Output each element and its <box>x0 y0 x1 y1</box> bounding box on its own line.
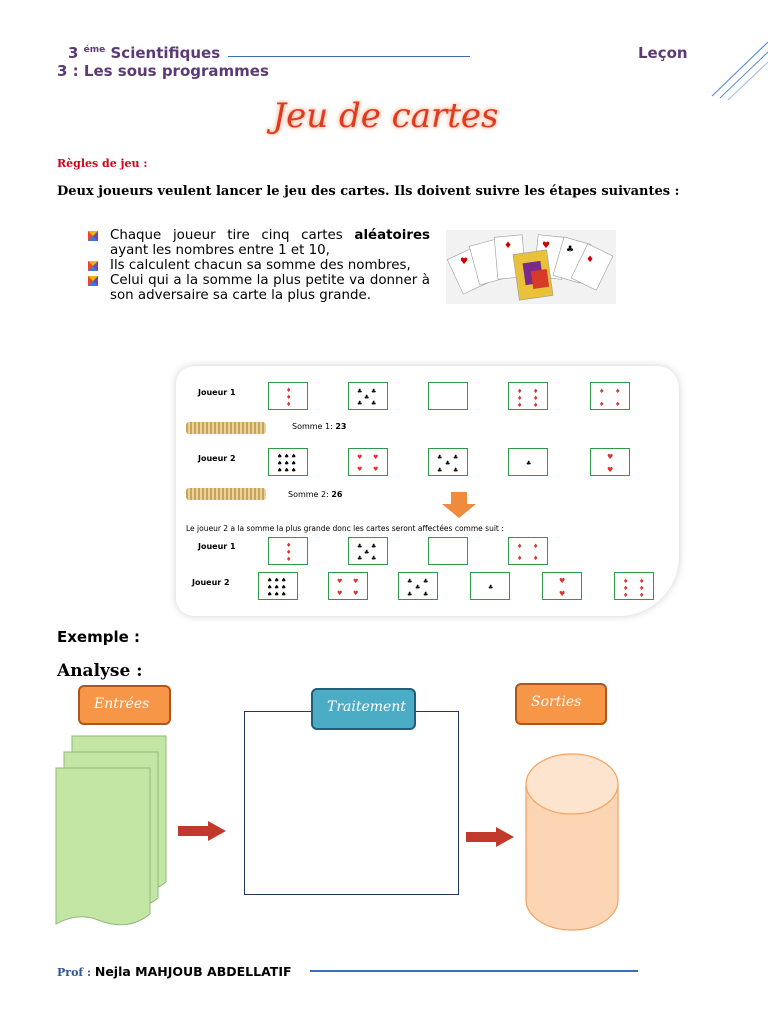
svg-text:♦: ♦ <box>517 402 523 409</box>
card <box>268 382 308 410</box>
joueur1-after-label: Joueur 1 <box>198 542 236 551</box>
svg-text:♠: ♠ <box>267 591 273 598</box>
svg-text:♦: ♦ <box>615 401 621 408</box>
card <box>348 537 388 565</box>
lesson-title: 3 : Les sous programmes <box>57 62 269 80</box>
somme2: Somme 2: 26 <box>288 490 343 499</box>
svg-text:♦: ♦ <box>599 388 605 395</box>
playing-cards-image <box>446 230 616 304</box>
svg-text:♦: ♦ <box>639 592 645 599</box>
conclusion-text: Le joueur 2 a la somme la plus grande donc les cartes seront affectées comme suit : <box>186 524 504 533</box>
svg-text:♣: ♣ <box>453 467 459 474</box>
rule-item: Ils calculent chacun sa somme des nombres, <box>84 258 430 273</box>
example-panel <box>176 366 679 616</box>
card <box>268 537 308 565</box>
rule-item: Celui qui a la somme la plus petite va donner à son adversaire sa carte la plus grande. <box>84 273 430 303</box>
joueur2-label: Joueur 2 <box>198 454 236 463</box>
sorties-box: Sorties <box>515 683 607 725</box>
svg-text:♥: ♥ <box>542 241 551 251</box>
traitement-box: Traitement <box>311 688 416 730</box>
joueur2-after-label: Joueur 2 <box>192 578 230 587</box>
svg-text:♠: ♠ <box>284 453 290 460</box>
card <box>508 448 548 476</box>
class-header <box>68 44 220 62</box>
svg-text:♠: ♠ <box>291 467 297 474</box>
svg-text:♦: ♦ <box>286 387 292 394</box>
svg-text:♦: ♦ <box>517 555 523 562</box>
svg-text:♠: ♠ <box>281 591 287 598</box>
footer <box>57 964 292 979</box>
footer-rule <box>310 970 638 972</box>
svg-text:♦: ♦ <box>533 543 539 550</box>
svg-text:♦: ♦ <box>639 578 645 585</box>
svg-text:♥: ♥ <box>373 454 379 461</box>
arrow-right-icon <box>464 826 516 848</box>
page-title: Jeu de cartes <box>272 96 499 136</box>
svg-text:♣: ♣ <box>407 578 413 585</box>
svg-text:♦: ♦ <box>286 401 292 408</box>
card <box>428 448 468 476</box>
svg-text:♣: ♣ <box>371 555 377 562</box>
svg-text:♣: ♣ <box>357 543 363 550</box>
svg-text:♥: ♥ <box>607 466 614 474</box>
corner-decoration <box>706 38 768 102</box>
intro-paragraph: Deux joueurs veulent lancer le jeu des cartes. Ils doivent suivre les étapes suivantes : <box>57 184 680 199</box>
svg-text:♣: ♣ <box>357 400 363 407</box>
svg-text:♣: ♣ <box>488 584 494 591</box>
svg-text:♣: ♣ <box>357 555 363 562</box>
svg-text:♥: ♥ <box>353 578 359 585</box>
svg-text:♣: ♣ <box>437 454 443 461</box>
svg-text:♦: ♦ <box>639 585 645 592</box>
somme1: Somme 1: 23 <box>292 422 347 431</box>
svg-text:♠: ♠ <box>291 460 297 467</box>
card <box>508 537 548 565</box>
card <box>590 382 630 410</box>
svg-text:♦: ♦ <box>623 585 629 592</box>
svg-text:♦: ♦ <box>517 395 523 402</box>
card <box>614 572 654 600</box>
svg-text:♥: ♥ <box>559 590 566 598</box>
card-deck-image <box>186 422 266 434</box>
svg-text:♦: ♦ <box>533 395 539 402</box>
class-number: 3 <box>68 44 79 62</box>
svg-text:♣: ♣ <box>357 388 363 395</box>
svg-text:♥: ♥ <box>357 466 363 473</box>
svg-text:♦: ♦ <box>286 394 292 401</box>
svg-text:♠: ♠ <box>277 460 283 467</box>
svg-text:♣: ♣ <box>415 584 421 591</box>
prof-name: Nejla MAHJOUB ABDELLATIF <box>94 964 292 979</box>
svg-text:♠: ♠ <box>277 467 283 474</box>
rules-list <box>84 228 430 303</box>
entrees-document-stack-icon <box>54 732 172 938</box>
svg-text:♥: ♥ <box>337 578 343 585</box>
svg-text:♣: ♣ <box>371 400 377 407</box>
card <box>428 382 468 410</box>
svg-text:♣: ♣ <box>364 394 370 401</box>
svg-text:♣: ♣ <box>445 460 451 467</box>
svg-text:♣: ♣ <box>423 591 429 598</box>
svg-text:♦: ♦ <box>615 388 621 395</box>
card <box>590 448 630 476</box>
sorties-cylinder-icon <box>524 752 620 932</box>
svg-text:♥: ♥ <box>337 590 343 597</box>
svg-text:♥: ♥ <box>460 257 469 267</box>
svg-text:♠: ♠ <box>277 453 283 460</box>
header-rule <box>228 56 470 57</box>
joueur1-label: Joueur 1 <box>198 388 236 397</box>
entrees-box: Entrées <box>78 685 171 725</box>
card <box>348 382 388 410</box>
svg-text:♦: ♦ <box>623 578 629 585</box>
svg-text:♥: ♥ <box>559 577 566 585</box>
traitement-area <box>244 711 459 895</box>
svg-text:♣: ♣ <box>423 578 429 585</box>
svg-text:♦: ♦ <box>504 241 513 251</box>
svg-text:♥: ♥ <box>373 466 379 473</box>
svg-text:♦: ♦ <box>599 401 605 408</box>
card <box>542 572 582 600</box>
svg-text:♠: ♠ <box>274 577 280 584</box>
card <box>348 448 388 476</box>
lecon-label: Leçon <box>638 44 688 62</box>
card <box>470 572 510 600</box>
svg-text:♠: ♠ <box>274 584 280 591</box>
arrow-right-icon <box>176 820 228 842</box>
svg-text:♣: ♣ <box>407 591 413 598</box>
svg-text:♠: ♠ <box>284 460 290 467</box>
svg-text:♥: ♥ <box>357 454 363 461</box>
svg-text:♦: ♦ <box>517 388 523 395</box>
svg-text:♦: ♦ <box>533 402 539 409</box>
card <box>328 572 368 600</box>
card <box>508 382 548 410</box>
svg-text:♣: ♣ <box>371 388 377 395</box>
svg-text:♥: ♥ <box>353 590 359 597</box>
svg-text:♣: ♣ <box>364 549 370 556</box>
svg-text:♣: ♣ <box>566 245 575 255</box>
card <box>268 448 308 476</box>
card <box>258 572 298 600</box>
svg-text:♠: ♠ <box>274 591 280 598</box>
svg-text:♦: ♦ <box>586 255 595 265</box>
class-superscript: éme <box>83 45 106 55</box>
svg-text:♣: ♣ <box>371 543 377 550</box>
svg-text:♣: ♣ <box>526 460 532 467</box>
svg-text:♣: ♣ <box>453 454 459 461</box>
svg-text:♦: ♦ <box>533 555 539 562</box>
svg-text:♦: ♦ <box>517 543 523 550</box>
card <box>398 572 438 600</box>
svg-text:♦: ♦ <box>623 592 629 599</box>
class-name: Scientifiques <box>110 44 221 62</box>
svg-text:♥: ♥ <box>607 453 614 461</box>
svg-text:♦: ♦ <box>286 556 292 563</box>
svg-text:♠: ♠ <box>291 453 297 460</box>
down-arrow-icon <box>442 492 476 518</box>
svg-text:♠: ♠ <box>281 584 287 591</box>
svg-text:♦: ♦ <box>533 388 539 395</box>
exemple-label: Exemple : <box>57 628 140 646</box>
svg-text:♠: ♠ <box>284 467 290 474</box>
rules-heading: Règles de jeu : <box>57 157 148 170</box>
card <box>428 537 468 565</box>
svg-text:♦: ♦ <box>286 542 292 549</box>
svg-text:♦: ♦ <box>286 549 292 556</box>
svg-text:♠: ♠ <box>281 577 287 584</box>
prof-label: Prof : <box>57 966 92 979</box>
card-deck-image <box>186 488 266 500</box>
analyse-label: Analyse : <box>57 661 143 681</box>
rule-item: Chaque joueur tire cinq cartes aléatoires ayant les nombres entre 1 et 10, <box>84 228 430 258</box>
svg-text:♠: ♠ <box>267 577 273 584</box>
svg-text:♣: ♣ <box>437 467 443 474</box>
svg-text:♠: ♠ <box>267 584 273 591</box>
